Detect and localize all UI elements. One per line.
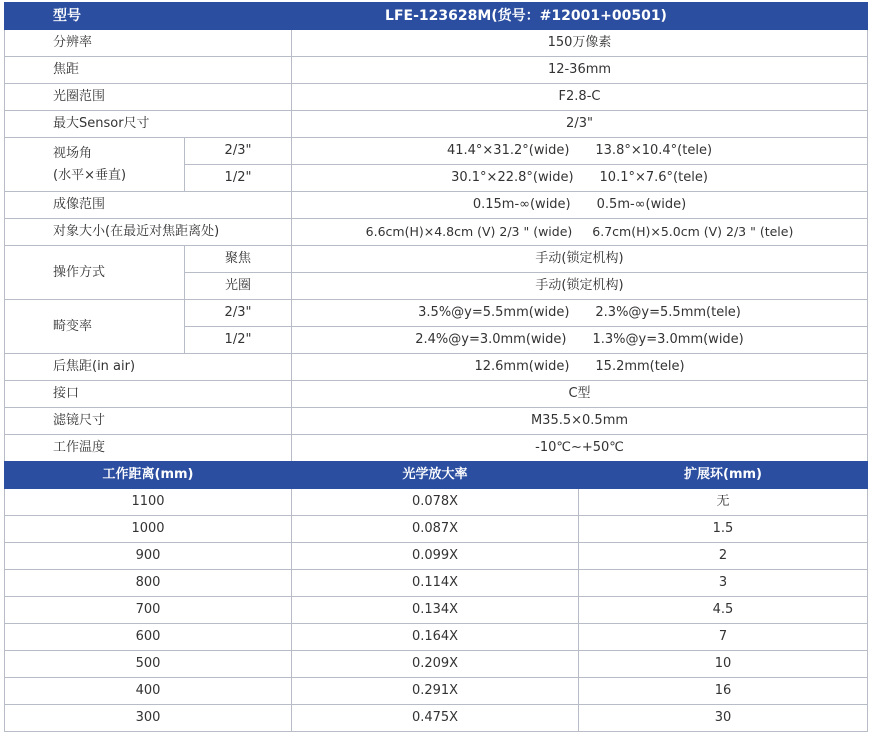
zoom-cell-magnification: 0.291X bbox=[292, 678, 579, 705]
fov-label-line1: 视场角 bbox=[53, 145, 93, 161]
zoom-cell-distance: 400 bbox=[5, 678, 292, 705]
table-row bbox=[5, 543, 868, 570]
zoom-cell-magnification: 0.099X bbox=[292, 543, 579, 570]
zoom-cell-extension: 4.5 bbox=[579, 597, 868, 624]
operation-value-focus: 手动(锁定机构) bbox=[292, 246, 868, 273]
zoom-cell-magnification: 0.114X bbox=[292, 570, 579, 597]
zoom-header-extension: 扩展环(mm) bbox=[579, 462, 868, 489]
zoom-table bbox=[4, 461, 868, 732]
zoom-cell-extension: 7 bbox=[579, 624, 868, 651]
distortion-tele-2: 1.3%@y=3.0mm(wide) bbox=[592, 332, 744, 347]
focal-label: 焦距 bbox=[5, 57, 292, 84]
backfocal-tele: 15.2mm(tele) bbox=[595, 359, 685, 374]
distortion-wide-1: 3.5%@y=5.5mm(wide) bbox=[418, 305, 570, 320]
fov-sub-1: 2/3" bbox=[185, 138, 292, 165]
fov-label bbox=[5, 138, 185, 192]
table-row bbox=[5, 516, 868, 543]
aperture-value: F2.8-C bbox=[292, 84, 868, 111]
distortion-sub-1: 2/3" bbox=[185, 300, 292, 327]
spec-row-object bbox=[5, 219, 868, 246]
model-value: LFE-123628M(货号：#12001+00501) bbox=[185, 3, 868, 30]
spec-header-row bbox=[5, 3, 868, 30]
zoom-header-distance: 工作距离(mm) bbox=[5, 462, 292, 489]
spec-row-filter bbox=[5, 408, 868, 435]
backfocal-value bbox=[292, 354, 868, 381]
zoom-cell-distance: 900 bbox=[5, 543, 292, 570]
zoom-cell-distance: 300 bbox=[5, 705, 292, 732]
fov-label-line2: (水平×垂直) bbox=[53, 167, 127, 183]
model-label: 型号 bbox=[5, 3, 185, 30]
zoom-cell-extension: 2 bbox=[579, 543, 868, 570]
spec-row-sensor bbox=[5, 111, 868, 138]
filter-value: M35.5×0.5mm bbox=[292, 408, 868, 435]
spec-row-backfocal bbox=[5, 354, 868, 381]
imaging-tele: 0.5m-∞(wide) bbox=[596, 197, 687, 212]
zoom-cell-magnification: 0.475X bbox=[292, 705, 579, 732]
table-row bbox=[5, 678, 868, 705]
zoom-cell-extension: 10 bbox=[579, 651, 868, 678]
spec-row-aperture bbox=[5, 84, 868, 111]
filter-label: 滤镜尺寸 bbox=[5, 408, 292, 435]
spec-row-focal bbox=[5, 57, 868, 84]
table-row bbox=[5, 597, 868, 624]
zoom-cell-magnification: 0.078X bbox=[292, 489, 579, 516]
operation-sub-focus: 聚焦 bbox=[185, 246, 292, 273]
fov-wide-1: 41.4°×31.2°(wide) bbox=[446, 143, 570, 158]
operation-value-iris: 手动(锁定机构) bbox=[292, 273, 868, 300]
object-wide: 6.6cm(H)×4.8cm (V) 2/3 " (wide) bbox=[365, 224, 573, 239]
resolution-value: 150万像素 bbox=[292, 30, 868, 57]
zoom-cell-magnification: 0.134X bbox=[292, 597, 579, 624]
zoom-cell-distance: 1000 bbox=[5, 516, 292, 543]
focal-value: 12-36mm bbox=[292, 57, 868, 84]
fov-tele-2: 10.1°×7.6°(tele) bbox=[599, 170, 708, 185]
imaging-label: 成像范围 bbox=[5, 192, 292, 219]
zoom-cell-magnification: 0.209X bbox=[292, 651, 579, 678]
distortion-value-2 bbox=[292, 327, 868, 354]
zoom-header-magnification: 光学放大率 bbox=[292, 462, 579, 489]
zoom-table-body bbox=[5, 489, 868, 732]
operation-label: 操作方式 bbox=[5, 246, 185, 300]
aperture-label: 光圈范围 bbox=[5, 84, 292, 111]
spec-row-mount bbox=[5, 381, 868, 408]
lens-spec-sheet bbox=[4, 2, 867, 732]
spec-row-fov-1 bbox=[5, 138, 868, 165]
zoom-cell-magnification: 0.164X bbox=[292, 624, 579, 651]
spec-row-temp bbox=[5, 435, 868, 462]
zoom-cell-distance: 800 bbox=[5, 570, 292, 597]
sensor-value: 2/3" bbox=[292, 111, 868, 138]
table-row bbox=[5, 624, 868, 651]
zoom-cell-extension: 1.5 bbox=[579, 516, 868, 543]
zoom-cell-extension: 3 bbox=[579, 570, 868, 597]
mount-label: 接口 bbox=[5, 381, 292, 408]
fov-sub-2: 1/2" bbox=[185, 165, 292, 192]
fov-value-1 bbox=[292, 138, 868, 165]
zoom-header-row bbox=[5, 462, 868, 489]
spec-row-resolution bbox=[5, 30, 868, 57]
fov-wide-2: 30.1°×22.8°(wide) bbox=[451, 170, 574, 185]
imaging-value bbox=[292, 192, 868, 219]
zoom-cell-extension: 无 bbox=[579, 489, 868, 516]
zoom-cell-magnification: 0.087X bbox=[292, 516, 579, 543]
object-value bbox=[292, 219, 868, 246]
zoom-cell-distance: 500 bbox=[5, 651, 292, 678]
spec-row-operation-1 bbox=[5, 246, 868, 273]
distortion-tele-1: 2.3%@y=5.5mm(tele) bbox=[595, 305, 741, 320]
fov-tele-1: 13.8°×10.4°(tele) bbox=[595, 143, 713, 158]
table-row bbox=[5, 651, 868, 678]
spec-row-imaging bbox=[5, 192, 868, 219]
distortion-value-1 bbox=[292, 300, 868, 327]
object-tele: 6.7cm(H)×5.0cm (V) 2/3 " (tele) bbox=[592, 224, 794, 239]
zoom-cell-extension: 16 bbox=[579, 678, 868, 705]
distortion-wide-2: 2.4%@y=3.0mm(wide) bbox=[415, 332, 567, 347]
imaging-wide: 0.15m-∞(wide) bbox=[472, 197, 571, 212]
table-row bbox=[5, 705, 868, 732]
sensor-label: 最大Sensor尺寸 bbox=[5, 111, 292, 138]
distortion-label: 畸变率 bbox=[5, 300, 185, 354]
distortion-sub-2: 1/2" bbox=[185, 327, 292, 354]
backfocal-wide: 12.6mm(wide) bbox=[474, 359, 570, 374]
operation-sub-iris: 光圈 bbox=[185, 273, 292, 300]
object-label: 对象大小(在最近对焦距离处) bbox=[5, 219, 292, 246]
spec-row-distortion-1 bbox=[5, 300, 868, 327]
table-row bbox=[5, 489, 868, 516]
temp-value: -10℃~+50℃ bbox=[292, 435, 868, 462]
zoom-cell-distance: 700 bbox=[5, 597, 292, 624]
resolution-label: 分辨率 bbox=[5, 30, 292, 57]
fov-value-2 bbox=[292, 165, 868, 192]
zoom-cell-distance: 1100 bbox=[5, 489, 292, 516]
mount-value: C型 bbox=[292, 381, 868, 408]
spec-table bbox=[4, 2, 868, 462]
zoom-cell-extension: 30 bbox=[579, 705, 868, 732]
temp-label: 工作温度 bbox=[5, 435, 292, 462]
backfocal-label: 后焦距(in air) bbox=[5, 354, 292, 381]
table-row bbox=[5, 570, 868, 597]
zoom-cell-distance: 600 bbox=[5, 624, 292, 651]
